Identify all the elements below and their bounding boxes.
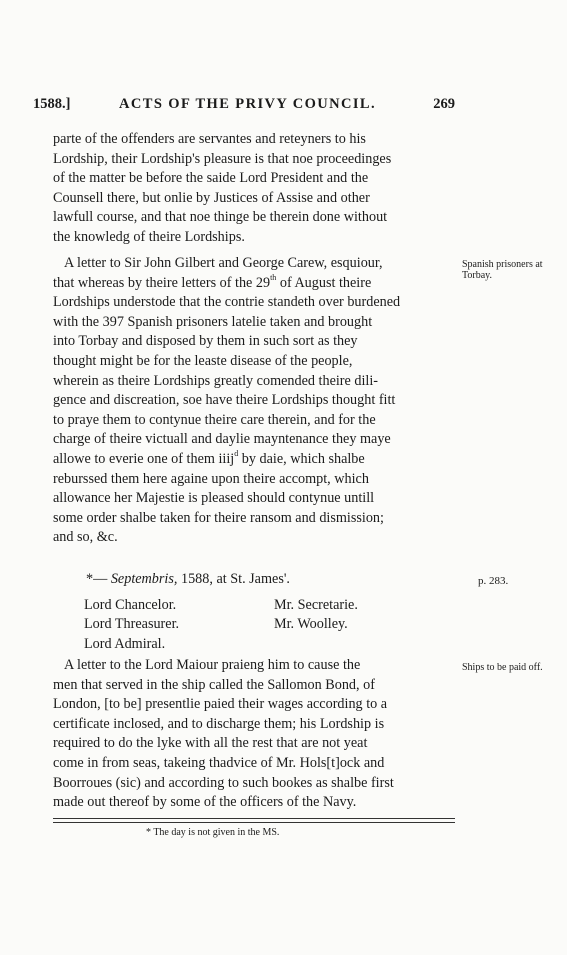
- text-line: men that served in the ship called the Sallomon Bond, of: [53, 676, 375, 693]
- text-line: London, [to be] presentlie paied their wages according to a: [53, 696, 388, 713]
- paragraph-1: [53, 130, 455, 248]
- text-segment: of August theire: [276, 274, 372, 291]
- text-line: Counsell there, but onlie by Justices of Assise and other: [53, 189, 370, 206]
- paragraph-2: [53, 254, 455, 548]
- footnote: * The day is not given in the MS.: [146, 827, 280, 838]
- text-line: allowance her Majestie is pleased should contynue untill: [53, 490, 375, 507]
- text-line: required to do the lyke with all the rest that are not yeat: [53, 735, 368, 752]
- text-line: to praye them to contynue theire care therein, and for the: [53, 411, 376, 428]
- text-line: [53, 274, 455, 294]
- text-line: wherein as theire Lordships greatly comended theire dili-: [53, 372, 379, 389]
- text-line: of the matter be before the saide Lord President and the: [53, 170, 369, 187]
- margin-page-ref: p. 283.: [478, 575, 509, 587]
- date-prefix: *—: [86, 571, 111, 587]
- text-segment: allowe to everie one of them iiij: [53, 450, 235, 467]
- date-rest: 1588, at St. James'.: [177, 571, 290, 587]
- attendee: Mr. Secretarie.: [274, 597, 358, 613]
- attendee: Mr. Woolley.: [274, 616, 348, 632]
- text-line: lawfull course, and that noe thinge be therein done without: [53, 209, 388, 226]
- superscript: th: [270, 272, 277, 282]
- paragraph-3: [53, 656, 455, 813]
- text-line: Boorroues (sic) and according to such bookes as shalbe first: [53, 774, 394, 791]
- footnote-rule: [53, 818, 455, 819]
- text-line: reburssed them here againe upon theire accompt, which: [53, 470, 369, 487]
- attendee: Lord Chancelor.: [84, 597, 177, 613]
- header-year: 1588.]: [33, 96, 71, 112]
- text-line: certificate inclosed, and to discharge them; his Lordship is: [53, 715, 385, 732]
- text-line: some order shalbe taken for theire ransom and dismission;: [53, 509, 384, 526]
- page-number: 269: [433, 96, 455, 112]
- text-line: the knowledg of theire Lordships.: [53, 228, 245, 245]
- text-line: come in from seas, takeing thadvice of Mr. Hols[t]ock and: [53, 754, 385, 771]
- text-line: charge of theire victuall and daylie mayntenance they maye: [53, 431, 391, 448]
- date-month: Septembris,: [110, 571, 178, 587]
- text-line: and so, &c.: [53, 529, 118, 546]
- superscript: d: [234, 448, 239, 458]
- margin-note-spanish-prisoners: Spanish prisoners at Torbay.: [462, 259, 543, 281]
- footnote-rule: [53, 822, 455, 823]
- text-line: A letter to the Lord Maiour praieng him to cause the: [64, 657, 361, 673]
- margin-note-ships: Ships to be paid off.: [462, 662, 543, 673]
- text-line: gence and discreation, soe have theire Lordships thought fitt: [53, 392, 396, 409]
- text-line: with the 397 Spanish prisoners latelie taken and brought: [53, 313, 373, 330]
- text-line: Lordship, their Lordship's pleasure is that noe proceedinges: [53, 150, 392, 167]
- attendee: Lord Threasurer.: [84, 616, 180, 632]
- text-line: thought might be for the leaste disease of the people,: [53, 352, 353, 369]
- text-segment: that whereas by theire letters of the 29: [53, 274, 271, 291]
- running-header: [33, 96, 455, 116]
- header-title: ACTS OF THE PRIVY COUNCIL.: [119, 96, 377, 112]
- text-segment: by daie, which shalbe: [238, 450, 365, 467]
- text-line: Lordships understode that the contrie standeth over burdened: [53, 294, 401, 311]
- text-line: made out thereof by some of the officers of the Navy.: [53, 794, 357, 811]
- text-line: [53, 450, 455, 470]
- text-line: A letter to Sir John Gilbert and George Carew, esquiour,: [64, 255, 383, 271]
- text-line: parte of the offenders are servantes and reteyners to his: [53, 131, 366, 147]
- attendee: Lord Admiral.: [84, 636, 166, 652]
- meeting-date: [86, 571, 290, 588]
- text-line: into Torbay and disposed by them in such sort as they: [53, 333, 358, 350]
